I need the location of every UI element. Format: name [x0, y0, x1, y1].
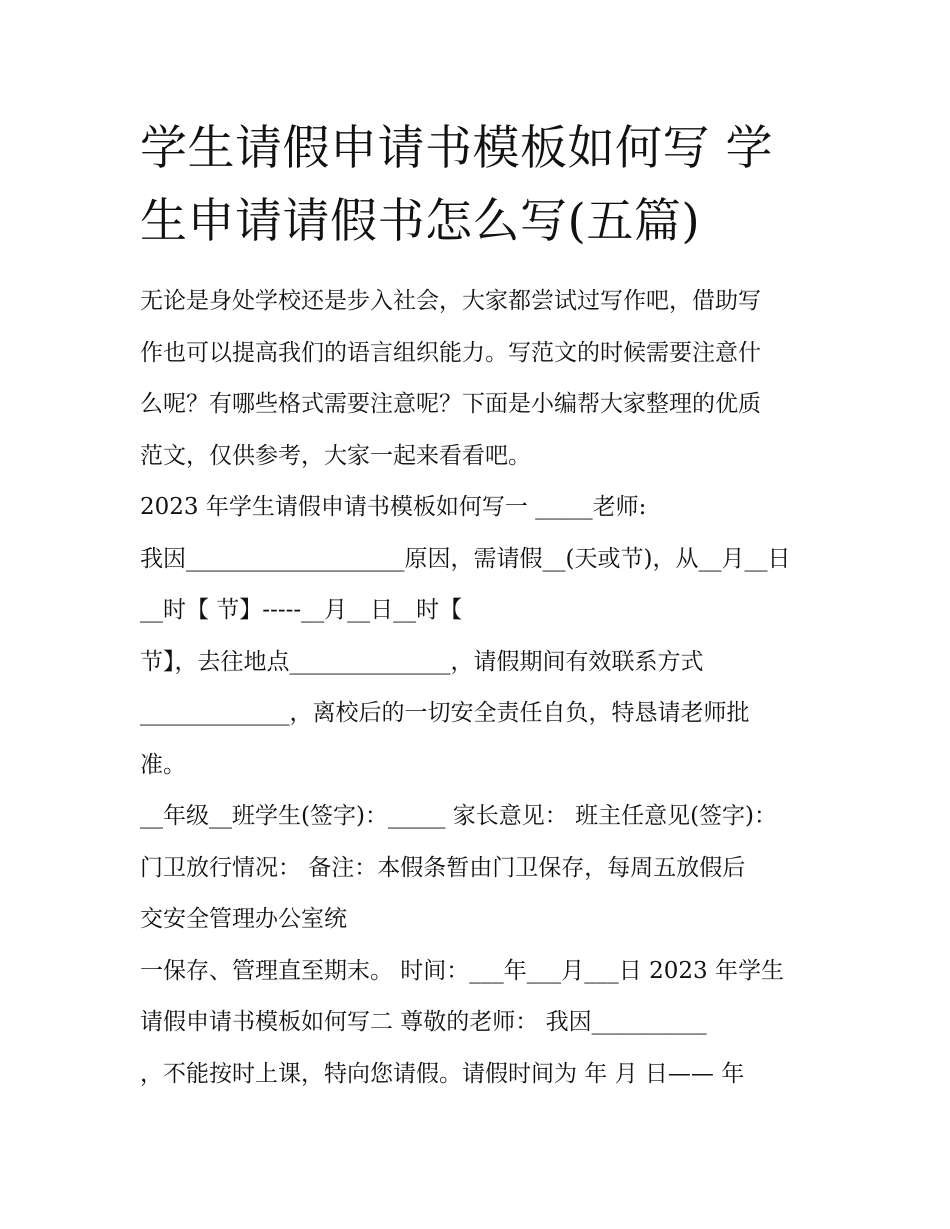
body-line: 我因___________________原因，需请假__(天或节)，从__月__日 [140, 545, 791, 572]
body-line: 请假申请书模板如何写二 尊敬的老师： 我因__________ [140, 1009, 707, 1035]
body-line: 节】，去往地点______________，请假期间有效联系方式 [140, 648, 704, 675]
body-line: __时【 节】-----__月__日__时【 [140, 597, 463, 623]
title-line: 学生请假申请书模板如何写 学 [140, 121, 773, 176]
body-line: 2023 年学生请假申请书模板如何写一 _____老师: [140, 494, 647, 520]
title-line: 生申请请假书怎么写(五篇) [140, 194, 701, 249]
body-line: 么呢？有哪些格式需要注意呢？下面是小编帮大家整理的优质 [140, 391, 761, 417]
body-line: 无论是身处学校还是步入社会，大家都尝试过写作吧，借助写 [140, 288, 761, 314]
body-line: ，不能按时上课，特向您请假。请假时间为 年 月 日—— 年 [140, 1060, 745, 1087]
body-line: _____________，离校后的一切安全责任自负，特恳请老师批 [140, 700, 750, 726]
body-line: 准。 [140, 751, 186, 778]
body-line: 交安全管理办公室统 [140, 906, 347, 932]
document-body [140, 281, 830, 1105]
body-line: 作也可以提高我们的语言组织能力。写范文的时候需要注意什 [140, 339, 761, 366]
body-line: __年级__班学生(签字)：_____ 家长意见： 班主任意见(签字)： [140, 803, 778, 829]
body-line: 范文，仅供参考，大家一起来看看吧。 [140, 442, 531, 469]
body-line: 一保存、管理直至期末。 时间：___年___月___日 2023 年学生 [140, 957, 784, 984]
body-line: 门卫放行情况： 备注：本假条暂由门卫保存，每周五放假后 [140, 854, 746, 881]
document-title [140, 112, 830, 258]
